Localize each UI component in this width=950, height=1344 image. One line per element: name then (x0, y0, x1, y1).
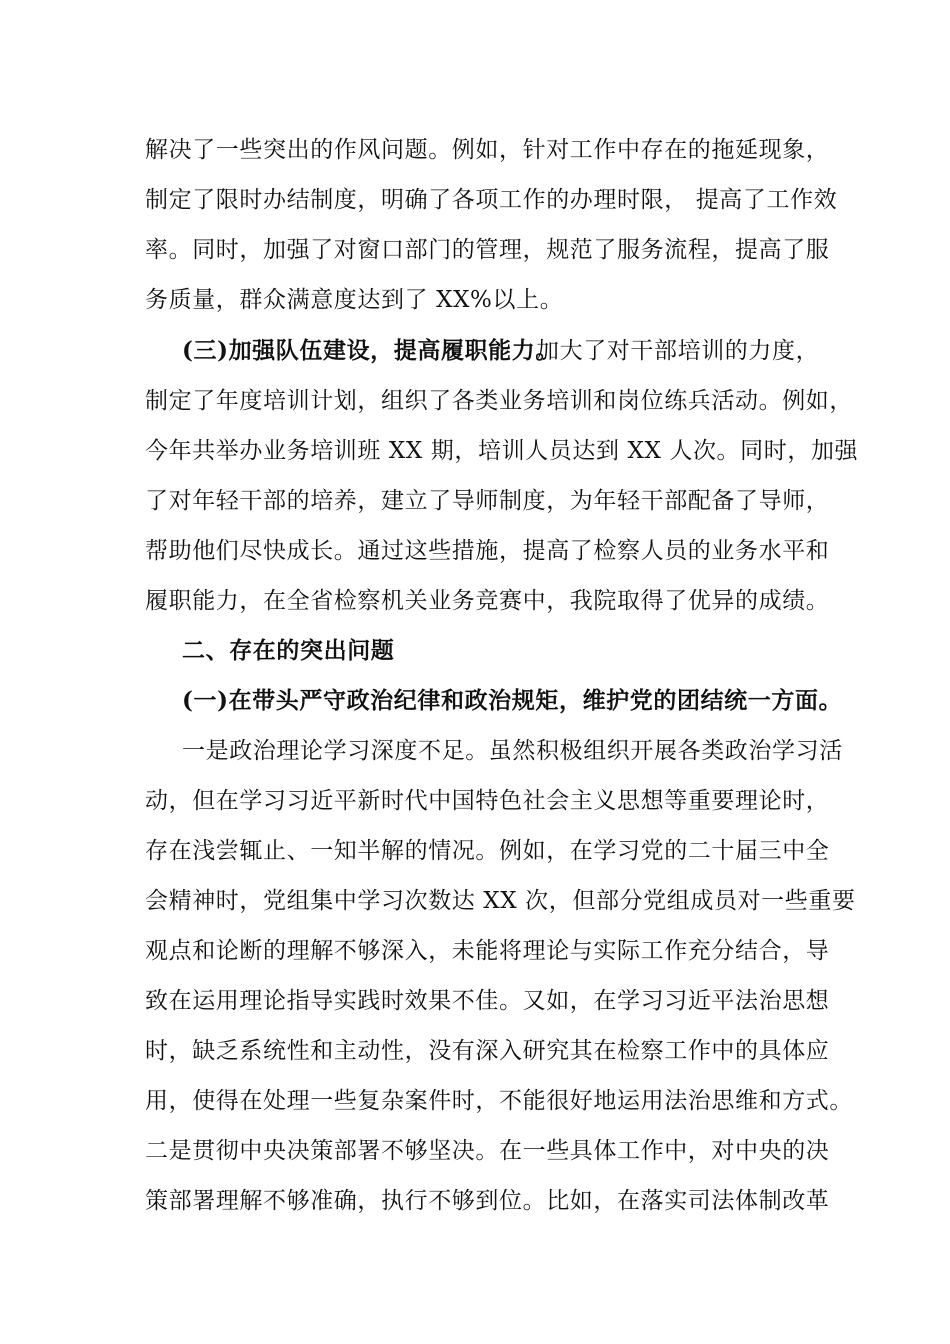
text-line (0, 1131, 950, 1171)
subsection-heading-line (0, 681, 950, 721)
text: 观点和论断的理解不够深入，未能将理论与实际工作充分结合，导 (145, 938, 830, 964)
text-line (0, 180, 950, 220)
text-line (0, 1081, 950, 1121)
text: 解决了一些突出的作风问题。例如，针对工作中存在的拖延现象， (145, 137, 830, 163)
section-heading: (三)加强队伍建设，提高履职能力。 (182, 337, 559, 364)
text-line (0, 130, 950, 170)
text: 了对年轻干部的培养，建立了导师制度，为年轻干部配备了导师， (145, 488, 830, 514)
text: 今年共举办业务培训班 XX 期，培训人员达到 XX 人次。同时，加强 (145, 438, 859, 464)
text-line (0, 481, 950, 521)
text-line (0, 931, 950, 971)
text: 致在运用理论指导实践时效果不佳。又如，在学习习近平法治思想 (145, 988, 830, 1014)
text: 加大了对干部培训的力度， (536, 338, 820, 364)
text-line (0, 280, 950, 320)
chapter-heading-line (0, 631, 950, 671)
text: 时，缺乏系统性和主动性，没有深入研究其在检察工作中的具体应 (145, 1038, 830, 1064)
text: 动，但在学习习近平新时代中国特色社会主义思想等重要理论时， (145, 788, 830, 814)
text: 履职能力，在全省检察机关业务竞赛中，我院取得了优异的成绩。 (145, 588, 830, 614)
text: 务质量，群众满意度达到了 XX%以上。 (145, 287, 564, 313)
text-line (0, 831, 950, 871)
text-line (0, 1181, 950, 1221)
text-line (0, 381, 950, 421)
text-line (0, 230, 950, 270)
chapter-heading: 二、存在的突出问题 (182, 637, 395, 664)
text: 帮助他们尽快成长。通过这些措施，提高了检察人员的业务水平和 (145, 538, 830, 564)
text-line (0, 981, 950, 1021)
text: 二是贯彻中央决策部署不够坚决。在一些具体工作中，对中央的决 (145, 1138, 830, 1164)
text: 用，使得在处理一些复杂案件时，不能很好地运用法治思维和方式。 (145, 1088, 853, 1114)
text-line (0, 431, 950, 471)
text-line (0, 581, 950, 621)
text: 制定了年度培训计划，组织了各类业务培训和岗位练兵活动。例如， (145, 388, 853, 414)
text-line (0, 531, 950, 571)
text: 会精神时，党组集中学习次数达 XX 次，但部分党组成员对一些重要 (145, 888, 856, 914)
section-heading-line (0, 331, 950, 371)
text-line (0, 1031, 950, 1071)
text: 制定了限时办结制度，明确了各项工作的办理时限， 提高了工作效 (145, 187, 838, 213)
text-line (0, 731, 950, 771)
text-line (0, 781, 950, 821)
subsection-heading: (一)在带头严守政治纪律和政治规矩，维护党的团结统一方面。 (182, 687, 843, 714)
text: 策部署理解不够准确，执行不够到位。比如，在落实司法体制改革 (145, 1188, 830, 1214)
text-line (0, 881, 950, 921)
text: 存在浅尝辄止、一知半解的情况。例如，在学习党的二十届三中全 (145, 838, 830, 864)
text: 率。同时，加强了对窗口部门的管理，规范了服务流程，提高了服 (145, 237, 830, 263)
text: 一是政治理论学习深度不足。虽然积极组织开展各类政治学习活 (182, 738, 843, 764)
